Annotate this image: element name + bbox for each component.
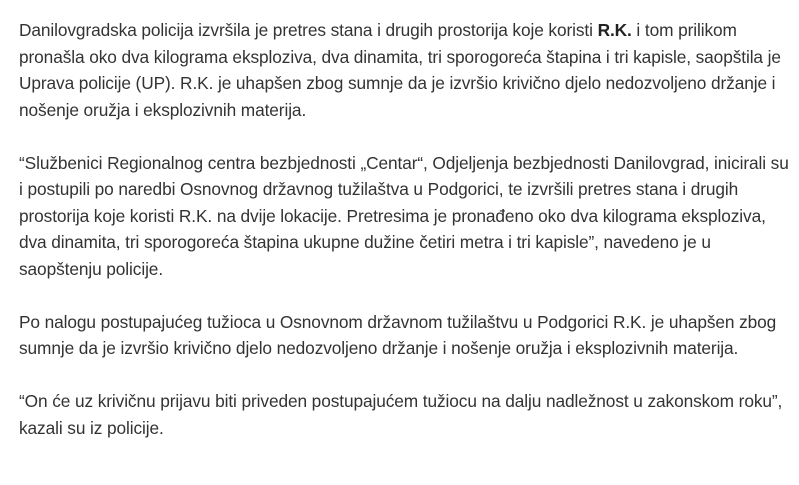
paragraph-1	[19, 17, 789, 123]
paragraph-3: Po nalogu postupajućeg tužioca u Osnovnom državnom tužilaštvu u Podgorici R.K. je uhapšen zbog sumnje da je izvršio krivično djelo nedozvoljeno držanje i nošenje oružja i eksplozivnih materija.	[19, 311, 777, 358]
paragraph-2: “Službenici Regionalnog centra bezbjednosti „Centar“, Odjeljenja bezbjednosti Danilovgrad, inicirali su i postupili po naredbi Osnovnog državnog tužilaštva u Podgorici, te izvršili pretres stana i drugih prostorija koje koristi R.K. na dvije lokacije. Pretresima je pronađeno oko dva kilograma eksploziva, dva dinamita, tri sporogoreća štapina ukupne dužine četiri metra i tri kapisle”, navedeno je u saopštenju policije.	[19, 152, 789, 279]
paragraph-1-text-end: i tom prilikom pronašla oko dva kilograma eksploziva, dva dinamita, tri sporogoreća štapina i tri kapisle, saopštila je Uprava policije (UP). R.K. je uhapšen zbog sumnje da je izvršio krivično djelo nedozvoljeno držanje i nošenje oružja i eksplozivnih materija.	[19, 20, 781, 120]
suspect-initials: R.K.	[597, 20, 632, 40]
paragraph-4: “On će uz krivičnu prijavu biti priveden postupajućem tužiocu na dalju nadležnost u zakonskom roku”, kazali su iz policije.	[19, 391, 783, 438]
article-body	[19, 17, 789, 441]
paragraph-1-text-start: Danilovgradska policija izvršila je pretres stana i drugih prostorija koje koristi	[19, 20, 598, 40]
